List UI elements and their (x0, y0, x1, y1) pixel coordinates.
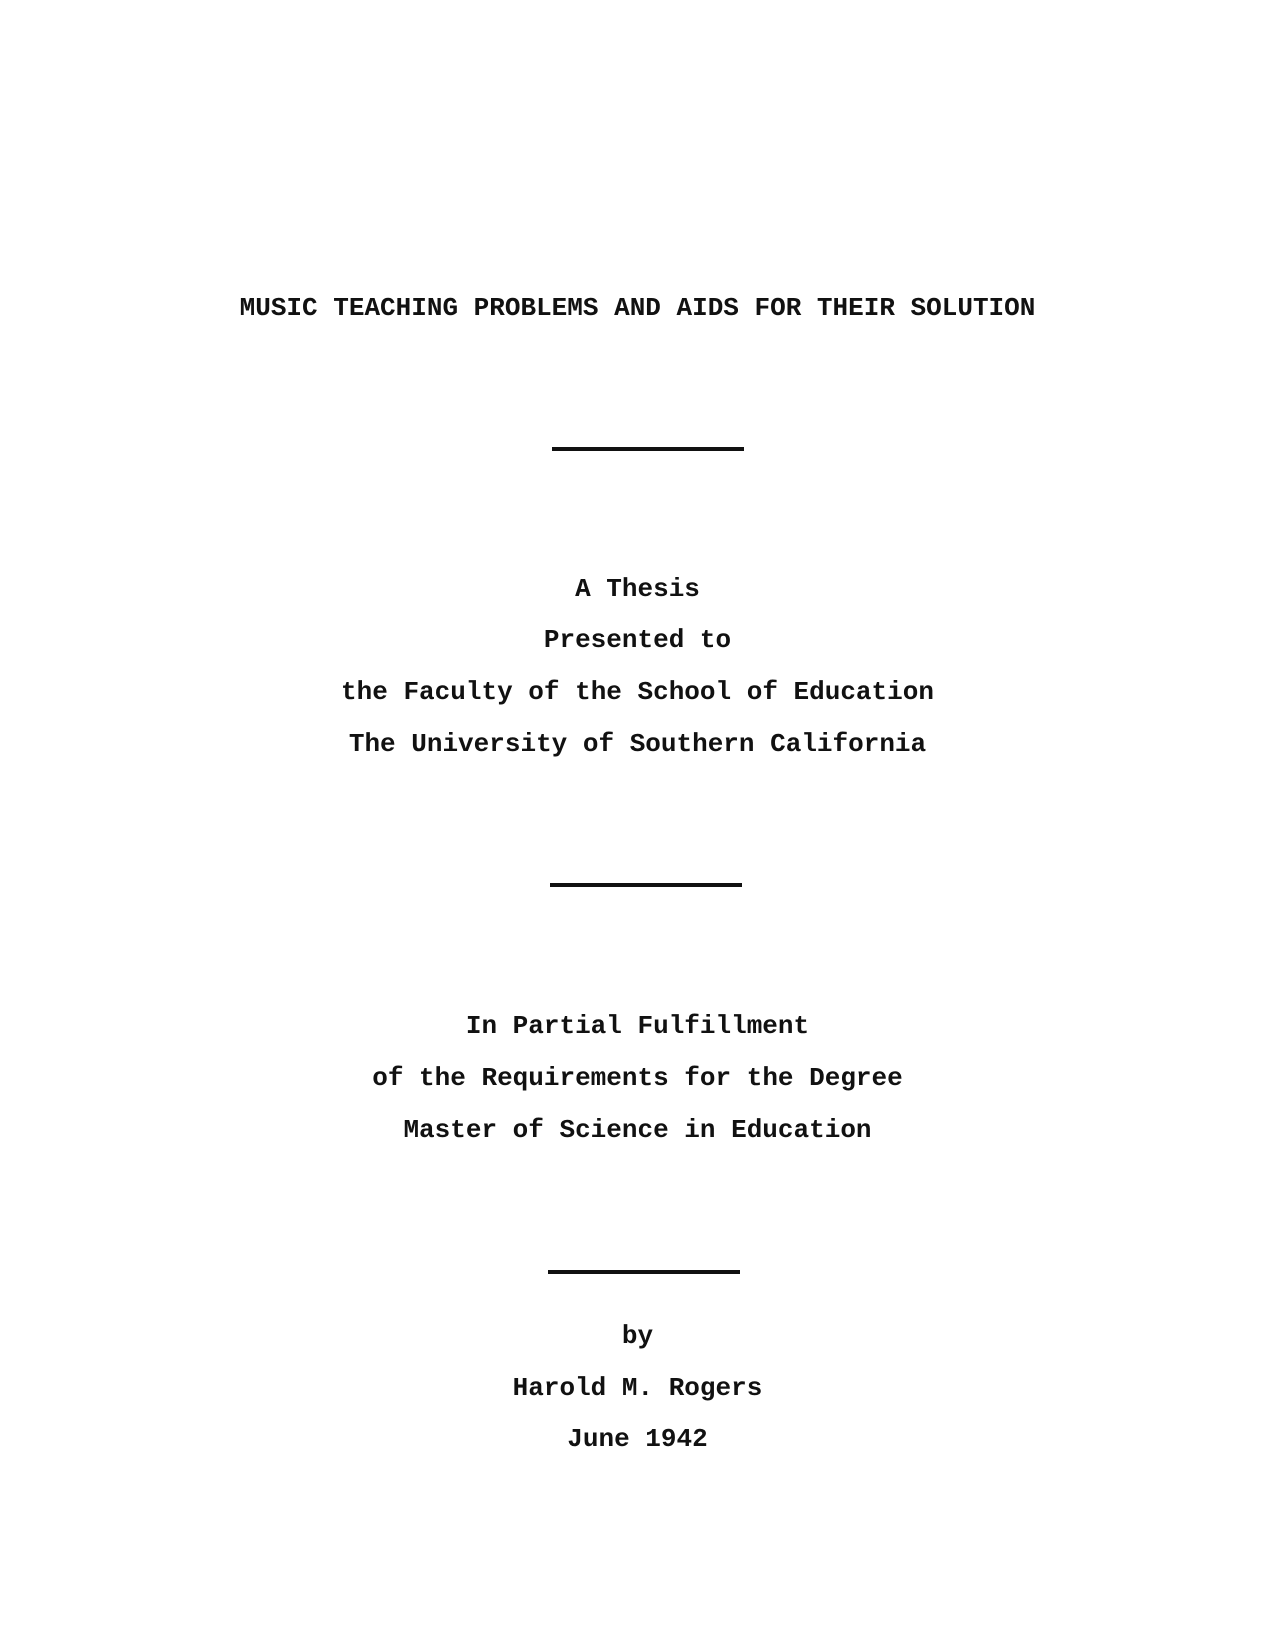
divider-rule (552, 447, 744, 451)
date: June 1942 (567, 1424, 708, 1454)
fulfillment-line: In Partial Fulfillment (465, 1011, 810, 1041)
thesis-label: A Thesis (575, 574, 700, 604)
requirements-line: of the Requirements for the Degree (372, 1063, 903, 1093)
divider-rule (548, 1270, 740, 1274)
faculty-line: the Faculty of the School of Education (341, 677, 934, 707)
by-label: by (621, 1321, 654, 1351)
university-line: The University of Southern California (348, 729, 927, 759)
degree-line: Master of Science in Education (403, 1115, 872, 1145)
author-name: Harold M. Rogers (512, 1373, 763, 1403)
divider-rule (550, 883, 742, 887)
presented-to: Presented to (543, 625, 732, 655)
thesis-title: MUSIC TEACHING PROBLEMS AND AIDS FOR THEIR SOLUTION (239, 293, 1036, 323)
